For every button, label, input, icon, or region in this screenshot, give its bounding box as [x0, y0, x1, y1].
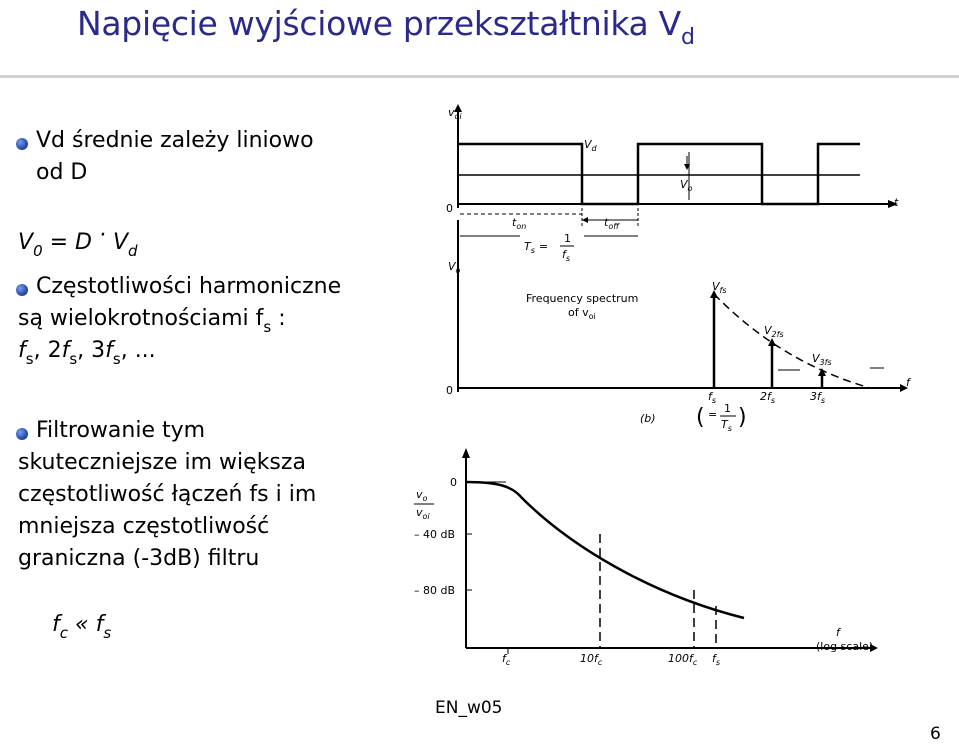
zero-gain-label: 0 — [450, 476, 457, 489]
ts-label: $T_s$ = — [524, 240, 549, 255]
bullet-text-filtering: Filtrowanie tym — [36, 418, 206, 443]
vo-label: $V_o$ — [680, 178, 693, 193]
bullet-text-vd-avg: Vd średnie zależy liniowo — [36, 128, 314, 153]
figure-b-label: (b) — [640, 412, 656, 425]
t-label: t — [894, 196, 899, 209]
formula-fc-ll-fs: $f_c$ « $f_s$ — [52, 612, 112, 642]
f-axis-label: f — [836, 626, 840, 639]
waveform-spectrum-figure — [408, 100, 914, 433]
vfs-label: $V_{fs}$ — [712, 280, 727, 295]
ts-fs: $f_s$ — [562, 248, 571, 263]
bullet-icon — [16, 138, 28, 150]
fs-tick-label: $f_s$ — [708, 390, 717, 405]
ton-label: $t_{on}$ — [512, 216, 527, 231]
bullet-text-filtering-cont: graniczna (-3dB) filtru — [18, 546, 260, 571]
gain-ratio-numerator: $v_o$ — [416, 488, 428, 503]
page-title: Napięcie wyjściowe przekształtnika $V_d$ — [77, 4, 695, 50]
footer-code: EN_w05 — [435, 698, 503, 718]
toff-label: $t_{off}$ — [604, 216, 619, 231]
page-number: 6 — [930, 724, 941, 744]
zero-label: 0 — [446, 384, 453, 397]
paren-ts: $T_s$ — [721, 418, 732, 433]
paren-eq: = — [708, 408, 718, 421]
zero-label: 0 — [446, 202, 453, 215]
bullet-text-filtering-cont: skuteczniejsze im większa — [18, 450, 306, 475]
spectrum-subtitle: of $v_{oi}$ — [568, 306, 596, 321]
spectrum-title: Frequency spectrum — [526, 292, 639, 305]
f-label: f — [906, 376, 910, 389]
paren-one: 1 — [724, 402, 731, 415]
log-scale-label: (log scale) — [816, 640, 874, 653]
v3fs-label: $V_{3fs}$ — [812, 352, 832, 367]
envelope-curve — [714, 294, 870, 388]
fc-tick-label: $f_c$ — [502, 652, 511, 667]
minus-40db-label: – 40 dB — [414, 528, 456, 541]
10fc-tick-label: $10f_c$ — [580, 652, 603, 667]
filter-response-curve — [466, 482, 744, 618]
bullet-text-vd-avg-cont: od D — [36, 160, 88, 185]
minus-80db-label: – 80 dB — [414, 584, 456, 597]
2fs-tick-label: $2f_s$ — [760, 390, 776, 405]
vo-axis-label: $V_o$ — [448, 260, 461, 275]
ts-one: 1 — [564, 232, 571, 245]
pwm-waveform — [458, 144, 860, 204]
svg-text:(: ( — [696, 405, 705, 430]
gain-ratio-denominator: $v_{oi}$ — [416, 506, 430, 521]
v2fs-label: $V_{2fs}$ — [764, 324, 784, 339]
bullet-icon — [16, 284, 28, 296]
bullet-text-harmonics-cont: są wielokrotnościami $f_s$ : — [18, 306, 286, 336]
bullet-text-filtering-cont: częstotliwość łączeń fs i im — [18, 482, 317, 507]
svg-text:): ) — [738, 405, 747, 430]
harmonics-series: $f_s$, $2f_s$, $3f_s$, ... — [18, 338, 156, 368]
3fs-tick-label: $3f_s$ — [810, 390, 826, 405]
title-divider — [0, 75, 959, 78]
formula-v0: $V_0 = D \cdot V_d$ — [18, 223, 138, 260]
fs-tick-label: $f_s$ — [712, 652, 721, 667]
bullet-text-filtering-cont: mniejsza częstotliwość — [18, 514, 270, 539]
100fc-tick-label: $100f_c$ — [668, 652, 698, 667]
vd-label: $V_d$ — [584, 138, 597, 153]
bullet-text-harmonics: Częstotliwości harmoniczne — [36, 274, 342, 299]
bullet-icon — [16, 428, 28, 440]
voi-label: $v_{oi}$ — [448, 106, 462, 121]
filter-response-figure — [408, 418, 908, 680]
